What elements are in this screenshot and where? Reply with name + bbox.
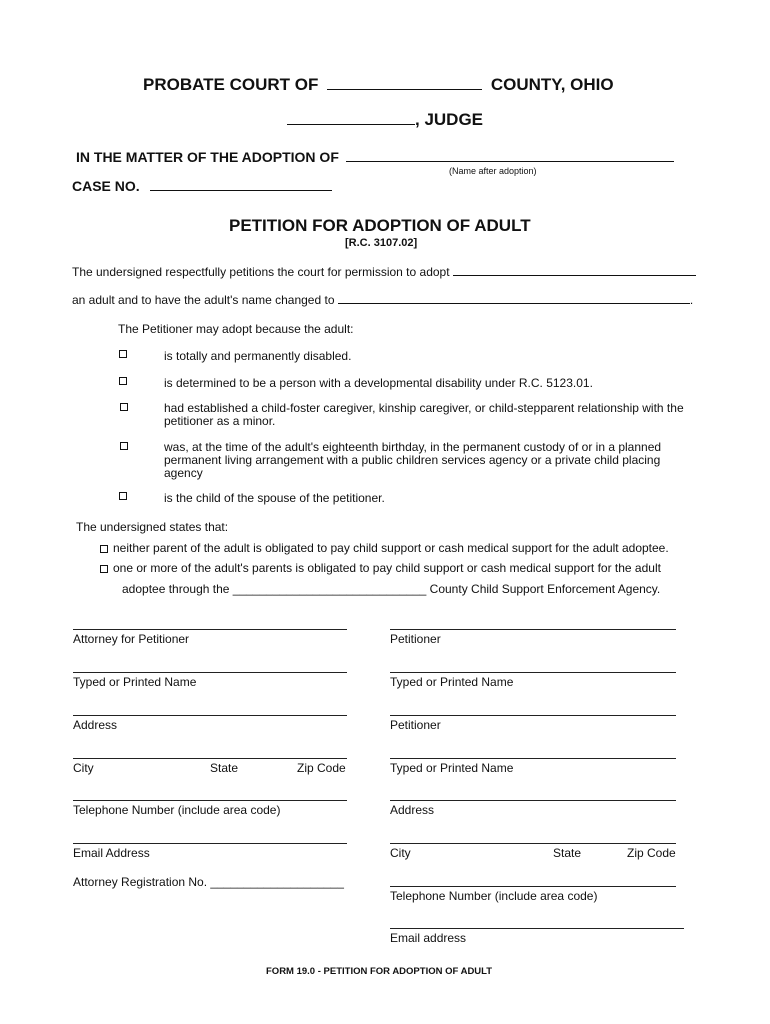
reason-5: is the child of the spouse of the petitioner. — [164, 491, 385, 505]
petitioner-city-label: City — [390, 846, 411, 860]
court-heading — [143, 75, 614, 95]
attorney-registration-label: Attorney Registration No. — [73, 875, 208, 889]
adoptee-through-prefix: adoptee through the — [122, 582, 230, 596]
judge-heading — [287, 110, 483, 130]
reason-checkbox-4[interactable] — [120, 442, 128, 450]
case-label: CASE NO. — [72, 178, 140, 194]
adult-name-field[interactable] — [453, 274, 696, 276]
attorney-city-line[interactable] — [73, 758, 347, 759]
agency-county-field[interactable]: _____________________________ — [232, 582, 427, 596]
attorney-for-petitioner-label: Attorney for Petitioner — [73, 632, 190, 646]
attorney-registration-row — [73, 875, 344, 889]
petition-line-1-text: The undersigned respectfully petitions the court for permission to adopt — [72, 265, 450, 279]
petitioner-2-label: Petitioner — [390, 718, 441, 732]
petitioner-telephone-line[interactable] — [390, 886, 676, 887]
reason-checkbox-5[interactable] — [119, 492, 127, 500]
attorney-telephone-label: Telephone Number (include area code) — [73, 803, 281, 817]
petition-line-2-text: an adult and to have the adult's name changed to — [72, 293, 335, 307]
case-row — [72, 178, 332, 194]
attorney-signature-line[interactable] — [73, 629, 347, 630]
petition-line-2-end: . — [689, 293, 694, 307]
reason-2: is determined to be a person with a developmental disability under R.C. 5123.01. — [164, 376, 593, 390]
petitioner-1-signature-line[interactable] — [390, 629, 676, 630]
petitioner-1-typed-name-label: Typed or Printed Name — [390, 675, 514, 689]
petition-line-1 — [72, 265, 696, 279]
case-number-field[interactable] — [150, 189, 332, 191]
reason-checkbox-1[interactable] — [119, 350, 127, 358]
support-option-1 — [100, 541, 669, 555]
county-name-field[interactable] — [327, 88, 482, 90]
petitioner-address-line[interactable] — [390, 800, 676, 801]
petitioner-state-label: State — [553, 846, 582, 860]
petitioner-telephone-label: Telephone Number (include area code) — [390, 889, 598, 903]
petitioner-zip-label: Zip Code — [627, 846, 676, 860]
petition-line-2 — [72, 293, 693, 307]
court-prefix: PROBATE COURT OF — [143, 75, 319, 94]
statute-reference: [R.C. 3107.02] — [345, 237, 418, 249]
support-checkbox-2[interactable] — [100, 565, 108, 573]
petition-title: PETITION FOR ADOPTION OF ADULT — [229, 216, 531, 235]
matter-row — [76, 149, 674, 165]
reason-checkbox-2[interactable] — [119, 377, 127, 385]
reason-3: had established a child-foster caregiver, kinship caregiver, or child-stepparent relationship with the petitioner as a minor. — [164, 401, 684, 428]
attorney-zip-label: Zip Code — [297, 761, 346, 775]
attorney-email-line[interactable] — [73, 843, 347, 844]
petitioner-2-signature-line[interactable] — [390, 715, 676, 716]
matter-label: IN THE MATTER OF THE ADOPTION OF — [76, 149, 339, 165]
petitioner-1-label: Petitioner — [390, 632, 441, 646]
petitioner-address-label: Address — [390, 803, 435, 817]
attorney-email-label: Email Address — [73, 846, 150, 860]
attorney-state-label: State — [210, 761, 239, 775]
petitioner-2-typed-name-label: Typed or Printed Name — [390, 761, 514, 775]
adoptee-through-suffix: County Child Support Enforcement Agency. — [429, 582, 661, 596]
adoptee-name-field[interactable] — [346, 160, 674, 162]
attorney-address-line[interactable] — [73, 715, 347, 716]
support-checkbox-1[interactable] — [100, 545, 108, 553]
attorney-typed-name-label: Typed or Printed Name — [73, 675, 197, 689]
petitioner-email-label: Email address — [390, 931, 467, 945]
reason-4: was, at the time of the adult's eighteenth birthday, in the permanent custody of or in a planned permanent living arrangement with a public children services agency or a private child placing agency — [164, 440, 662, 480]
judge-name-field[interactable] — [287, 123, 415, 125]
petitioner-email-line[interactable] — [390, 928, 684, 929]
support-option-2 — [100, 561, 661, 575]
petitioner-1-typed-name-line[interactable] — [390, 672, 676, 673]
reason-checkbox-3[interactable] — [120, 403, 128, 411]
may-adopt-intro: The Petitioner may adopt because the adult: — [118, 322, 354, 336]
judge-suffix: , JUDGE — [415, 110, 484, 129]
support-option-1-text: neither parent of the adult is obligated to pay child support or cash medical support for the adult adoptee. — [113, 541, 669, 555]
states-intro: The undersigned states that: — [76, 520, 229, 534]
attorney-typed-name-line[interactable] — [73, 672, 347, 673]
attorney-city-label: City — [73, 761, 94, 775]
attorney-telephone-line[interactable] — [73, 800, 347, 801]
adoptee-through-row — [122, 582, 660, 596]
attorney-registration-field[interactable]: ____________________ — [210, 875, 344, 889]
petitioner-2-typed-name-line[interactable] — [390, 758, 676, 759]
reason-1: is totally and permanently disabled. — [164, 349, 352, 363]
petitioner-city-line[interactable] — [390, 843, 676, 844]
court-suffix: COUNTY, OHIO — [490, 75, 614, 94]
form-footer: FORM 19.0 - PETITION FOR ADOPTION OF ADULT — [266, 966, 493, 977]
name-after-adoption-caption: (Name after adoption) — [449, 166, 537, 176]
new-name-field[interactable] — [338, 302, 690, 304]
attorney-address-label: Address — [73, 718, 118, 732]
support-option-2-text: one or more of the adult's parents is obligated to pay child support or cash medical support for the adult — [113, 561, 661, 575]
